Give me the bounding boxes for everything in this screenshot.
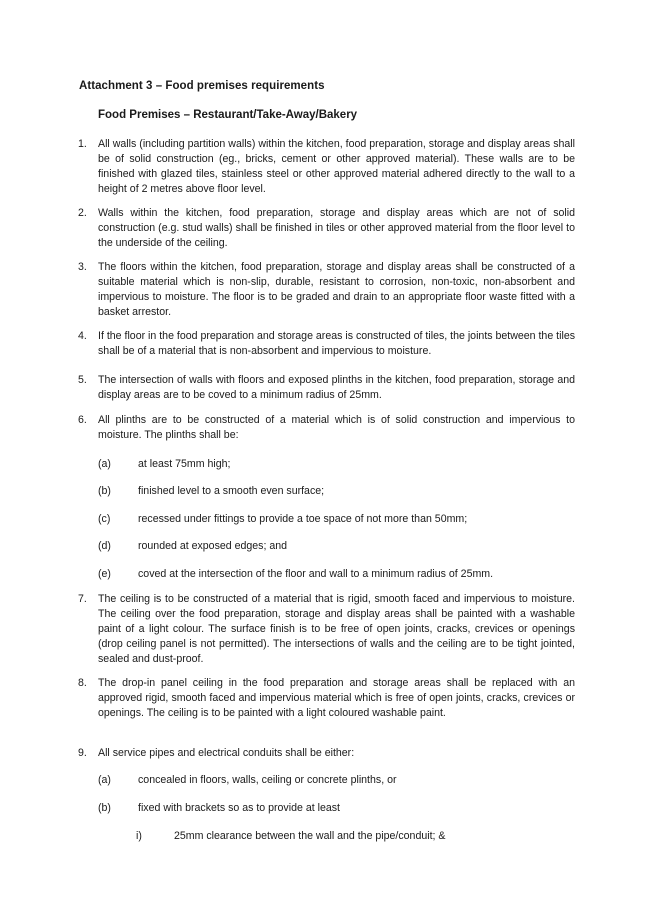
item-text: All walls (including partition walls) within the kitchen, food preparation, storage and display areas shall be of solid construction (eg., bricks, cement or other approved material). These walls are to be finished with glazed tiles, stainless steel or other approved material adhered directly to the wall to a height of 2 metres above floor level.: [98, 138, 575, 195]
item-text: If the floor in the food preparation and storage areas is constructed of tiles, the joints between the tiles shall be of a material that is non-absorbent and impervious to moisture.: [98, 330, 576, 357]
item-number: 2.: [78, 207, 87, 219]
subitem-text: coved at the intersection of the floor and wall to a minimum radius of 25mm.: [138, 568, 494, 580]
subitem-text: concealed in floors, walls, ceiling or concrete plinths, or: [138, 774, 397, 786]
subitem-text: recessed under fittings to provide a toe space of not more than 50mm;: [138, 513, 468, 525]
subitem-label: i): [136, 830, 142, 842]
item-number: 5.: [78, 374, 87, 386]
subitem-text: finished level to a smooth even surface;: [138, 485, 325, 497]
item-text: The floors within the kitchen, food preparation, storage and display areas shall be constructed of a suitable material which is non-slip, durable, resistant to corrosion, non-toxic, non-absorbent and impervious to moisture. The floor is to be graded and drain to an appropriate floor waste fitted with a basket arrestor.: [98, 261, 575, 318]
item-number: 3.: [78, 261, 87, 273]
item-text: All service pipes and electrical conduits shall be either:: [98, 747, 355, 759]
subitem-label: (d): [98, 540, 111, 552]
subitem-label: (e): [98, 568, 111, 580]
item-number: 4.: [78, 330, 87, 342]
subitem-text: rounded at exposed edges; and: [138, 540, 288, 552]
item-text: The intersection of walls with floors and exposed plinths in the kitchen, food preparation, storage and display areas are to be coved to a minimum radius of 25mm.: [98, 374, 575, 401]
subitem-text: 25mm clearance between the wall and the pipe/conduit; &: [174, 830, 446, 842]
item-number: 7.: [78, 593, 87, 605]
section-subtitle: Food Premises – Restaurant/Take-Away/Bakery: [98, 109, 358, 121]
item-number: 6.: [78, 414, 87, 426]
subitem-text: at least 75mm high;: [138, 458, 231, 470]
item-number: 9.: [78, 747, 87, 759]
subitem-label: (a): [98, 774, 111, 786]
item-text: Walls within the kitchen, food preparation, storage and display areas which are not of solid construction (e.g. stud walls) shall be finished in tiles or other approved material from the floor level to the underside of the ceiling.: [98, 207, 575, 249]
item-number: 1.: [78, 138, 87, 150]
subitem-label: (c): [98, 513, 111, 525]
item-text: All plinths are to be constructed of a material which is of solid construction and impervious to moisture. The plinths shall be:: [98, 414, 575, 441]
subitem-label: (a): [98, 458, 111, 470]
item-text: The drop-in panel ceiling in the food preparation and storage areas shall be replaced with an approved rigid, smooth faced and impervious material which is free of open joints, cracks, crevices or openings. The ceiling is to be painted with a light coloured washable paint.: [98, 677, 575, 719]
subitem-label: (b): [98, 802, 111, 814]
subitem-text: fixed with brackets so as to provide at least: [138, 802, 340, 814]
attachment-title: Attachment 3 – Food premises requirements: [79, 80, 325, 92]
item-number: 8.: [78, 677, 87, 689]
item-text: The ceiling is to be constructed of a material that is rigid, smooth faced and impervious to moisture. The ceiling over the food preparation, storage and display areas shall be painted with a washable paint of a light colour. The surface finish is to be free of open joints, cracks, crevices or openings (drop ceiling panel is not permitted). The intersections of walls and the ceiling are to be tight jointed, sealed and dust-proof.: [98, 593, 575, 665]
subitem-label: (b): [98, 485, 111, 497]
